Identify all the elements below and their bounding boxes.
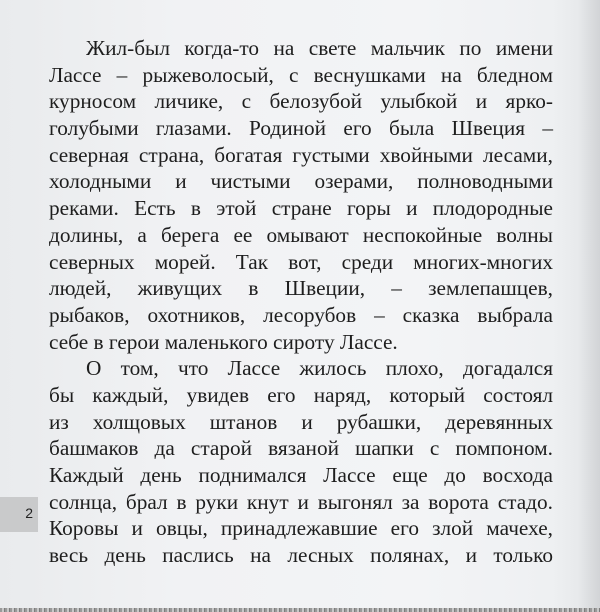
- text-line: долины, а берега ее омывают неспокойные волны: [49, 222, 553, 247]
- text-line: башмаков да старой вязаной шапки с помпоном.: [49, 436, 553, 461]
- text-line: Лассе – рыжеволосый, с веснушками на бледном: [49, 62, 553, 87]
- text-line: весь день паслись на лесных полянах, и только: [49, 543, 553, 568]
- text-line: О том, что Лассе жилось плохо, догадался: [86, 356, 553, 381]
- text-line: реками. Есть в этой стране горы и плодородные: [49, 196, 553, 221]
- page-gutter-shadow: [578, 0, 600, 612]
- text-line: Жил-был когда-то на свете мальчик по имени: [86, 36, 553, 60]
- paragraph-1: [49, 35, 553, 355]
- text-line: северная страна, богатая густыми хвойными лесами,: [49, 142, 553, 167]
- page-number-tab: [0, 497, 38, 532]
- text-line: голубыми глазами. Родиной его была Швеция –: [49, 116, 553, 141]
- text-line: Коровы и овцы, принадлежавшие его злой мачехе,: [49, 516, 553, 541]
- text-line: курносом личике, с белозубой улыбкой и ярко-: [49, 89, 553, 114]
- text-line: Каждый день поднимался Лассе еще до восхода: [49, 463, 553, 487]
- text-line: бы каждый, увидев его наряд, который состоял: [49, 382, 553, 407]
- page-bottom-edge: [0, 608, 600, 612]
- text-line: себе в герои маленького сироту Лассе.: [49, 329, 398, 354]
- text-line: солнца, брал в руки кнут и выгонял за ворота стадо.: [49, 489, 553, 514]
- text-line: рыбаков, охотников, лесорубов – сказка выбрала: [49, 302, 553, 327]
- paragraph-2: [49, 355, 553, 569]
- text-line: из холщовых штанов и рубашки, деревянных: [49, 409, 553, 434]
- page-text: [49, 35, 553, 569]
- text-line: людей, живущих в Швеции, – землепашцев,: [49, 276, 553, 301]
- text-line: холодными и чистыми озерами, полноводными: [49, 169, 553, 194]
- page-number: 2: [25, 505, 33, 521]
- text-line: северных морей. Так вот, среди многих-многих: [49, 249, 553, 274]
